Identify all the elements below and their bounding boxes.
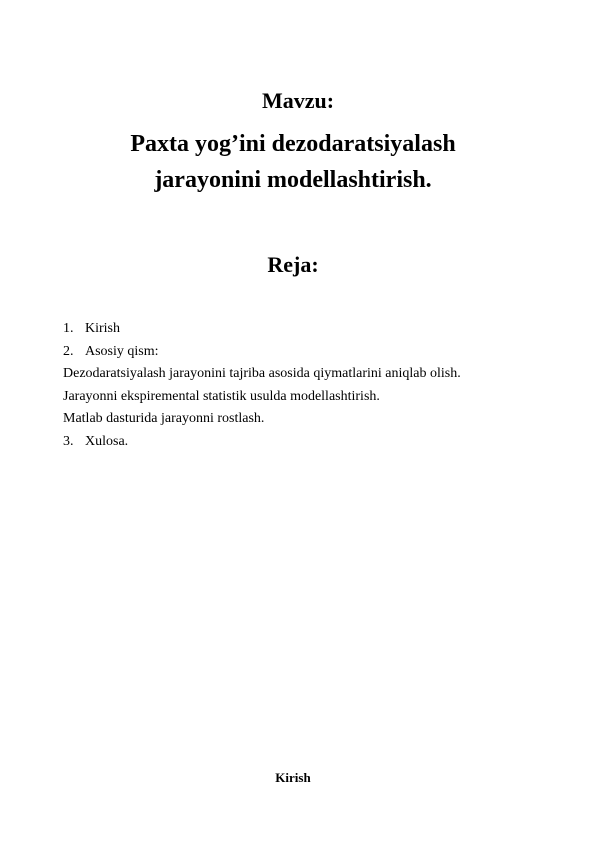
plan-heading: Reja:	[267, 252, 319, 277]
plan-list	[63, 318, 563, 453]
list-item-text: Xulosa.	[85, 433, 129, 449]
list-item	[63, 318, 563, 341]
title-line-2: jarayonini modellashtirish.	[154, 167, 432, 193]
title-line-1: Paxta yog’ini dezodaratsiyalash	[130, 131, 456, 157]
sub-item: Dezodaratsiyalash jarayonini tajriba asosida qiymatlarini aniqlab olish.	[63, 366, 461, 381]
list-item-number: 3.	[63, 433, 74, 449]
section-heading-introduction: Kirish	[275, 770, 311, 785]
list-item-text: Asosiy qism:	[85, 343, 159, 359]
list-item-text: Kirish	[85, 321, 120, 336]
list-item	[63, 341, 563, 364]
sub-item: Jarayonni ekspiremental statistik usulda modellashtirish.	[63, 388, 380, 404]
document-title	[0, 126, 586, 198]
sub-item: Matlab dasturida jarayonni rostlash.	[63, 411, 265, 426]
list-item-number: 1.	[63, 321, 74, 336]
list-item	[63, 431, 563, 454]
list-item-number: 2.	[63, 343, 74, 359]
topic-label: Mavzu:	[261, 88, 335, 113]
